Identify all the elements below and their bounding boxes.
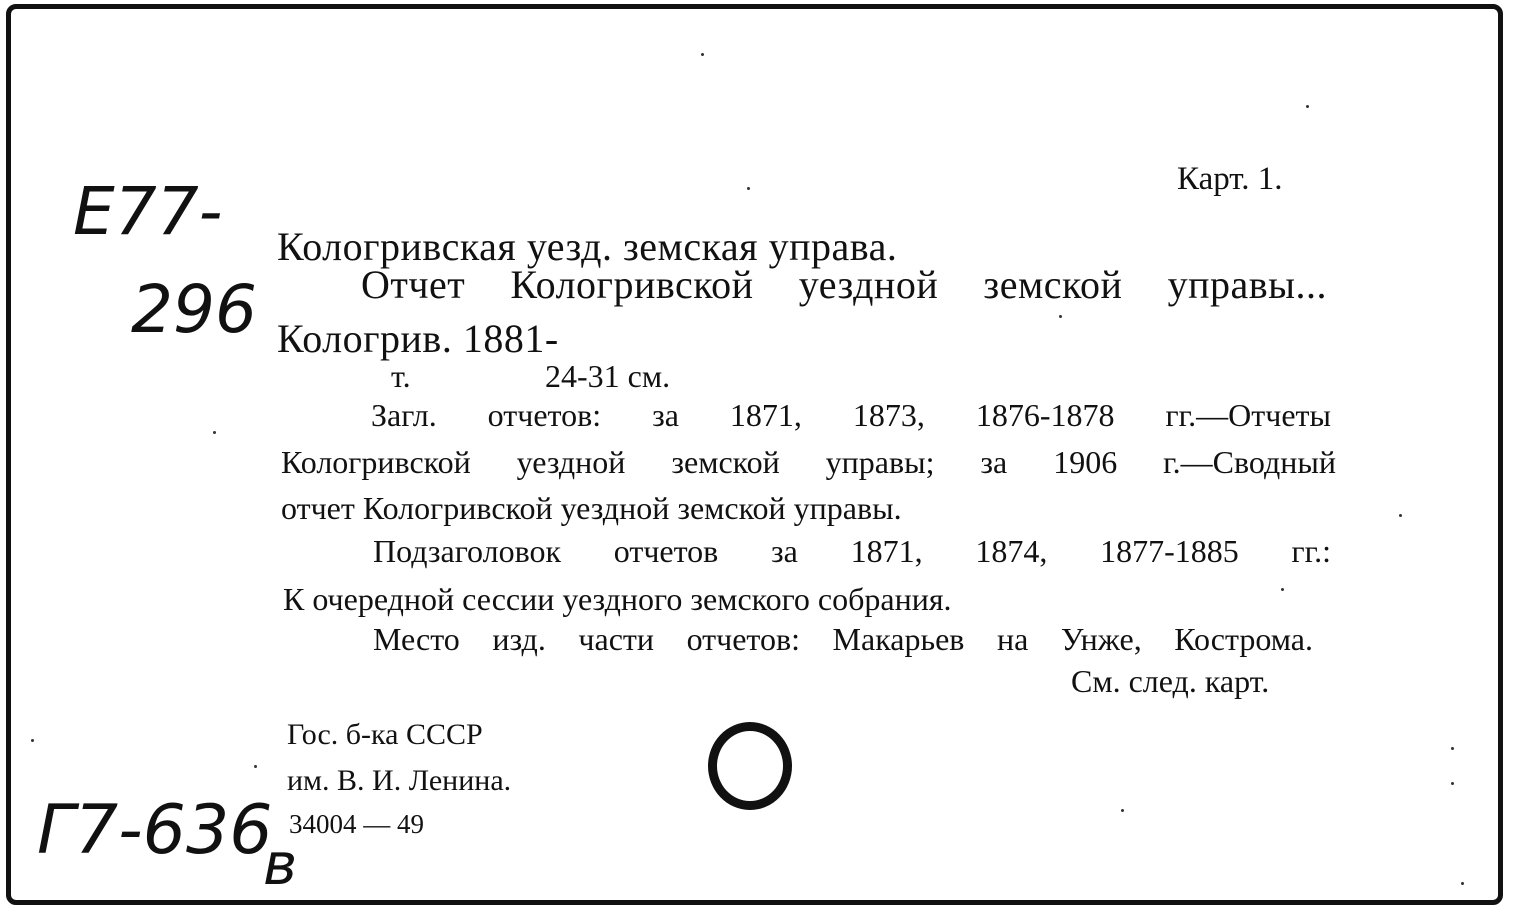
title-line1 (361, 262, 1327, 307)
imprint-line3: 34004 — 49 (289, 809, 424, 839)
speck (1121, 809, 1124, 812)
speck (1451, 747, 1454, 750)
punch-hole (708, 722, 792, 810)
imprint-line2: им. В. И. Ленина. (287, 764, 512, 797)
note3 (373, 623, 1313, 655)
speck (1399, 514, 1402, 517)
speck (254, 765, 257, 768)
speck (31, 739, 34, 742)
volume-label: т. (391, 358, 411, 394)
shelfmark-top-line2: 296 (131, 271, 257, 348)
size-note: 24-31 см. (545, 358, 671, 394)
speck (1306, 105, 1309, 108)
speck (1451, 782, 1454, 785)
note1-line2 (281, 446, 1336, 478)
speck (1461, 882, 1464, 885)
speck (701, 53, 704, 56)
note2-line1 (373, 535, 1331, 567)
card-heading: Кологривская уезд. земская управа. (277, 224, 898, 269)
shelfmark-bottom-suffix: в (263, 830, 298, 898)
note1-line2-text: Кологривской уездной земской управы; за 1906 г.—Сводный (281, 444, 1336, 480)
card-number: Карт. 1. (1177, 161, 1283, 197)
note1-line3: отчет Кологривской уездной земской управы. (281, 490, 902, 526)
imprint-line1: Гос. б-ка СССР (287, 718, 483, 751)
shelfmark-bottom: Г7-636 (37, 791, 273, 870)
speck (747, 187, 750, 190)
title-line1-text: Отчет Кологривской уездной земской управы... (361, 262, 1327, 307)
see-next-card: См. след. карт. (1071, 663, 1270, 699)
speck (213, 431, 216, 434)
speck (1281, 588, 1284, 591)
title-line2: Кологрив. 1881- (277, 316, 559, 361)
note1-line1-text: Загл. отчетов: за 1871, 1873, 1876-1878 гг.—Отчеты (371, 397, 1331, 433)
speck (1059, 315, 1062, 318)
catalog-card (6, 4, 1503, 905)
note2-line2: К очередной сессии уездного земского собрания. (283, 581, 952, 617)
shelfmark-top-line1: E77- (73, 173, 223, 250)
note2-line1-text: Подзаголовок отчетов за 1871, 1874, 1877-1885 гг.: (373, 533, 1331, 569)
note1-line1 (371, 399, 1331, 431)
note3-text: Место изд. части отчетов: Макарьев на Унже, Кострома. (373, 621, 1313, 657)
